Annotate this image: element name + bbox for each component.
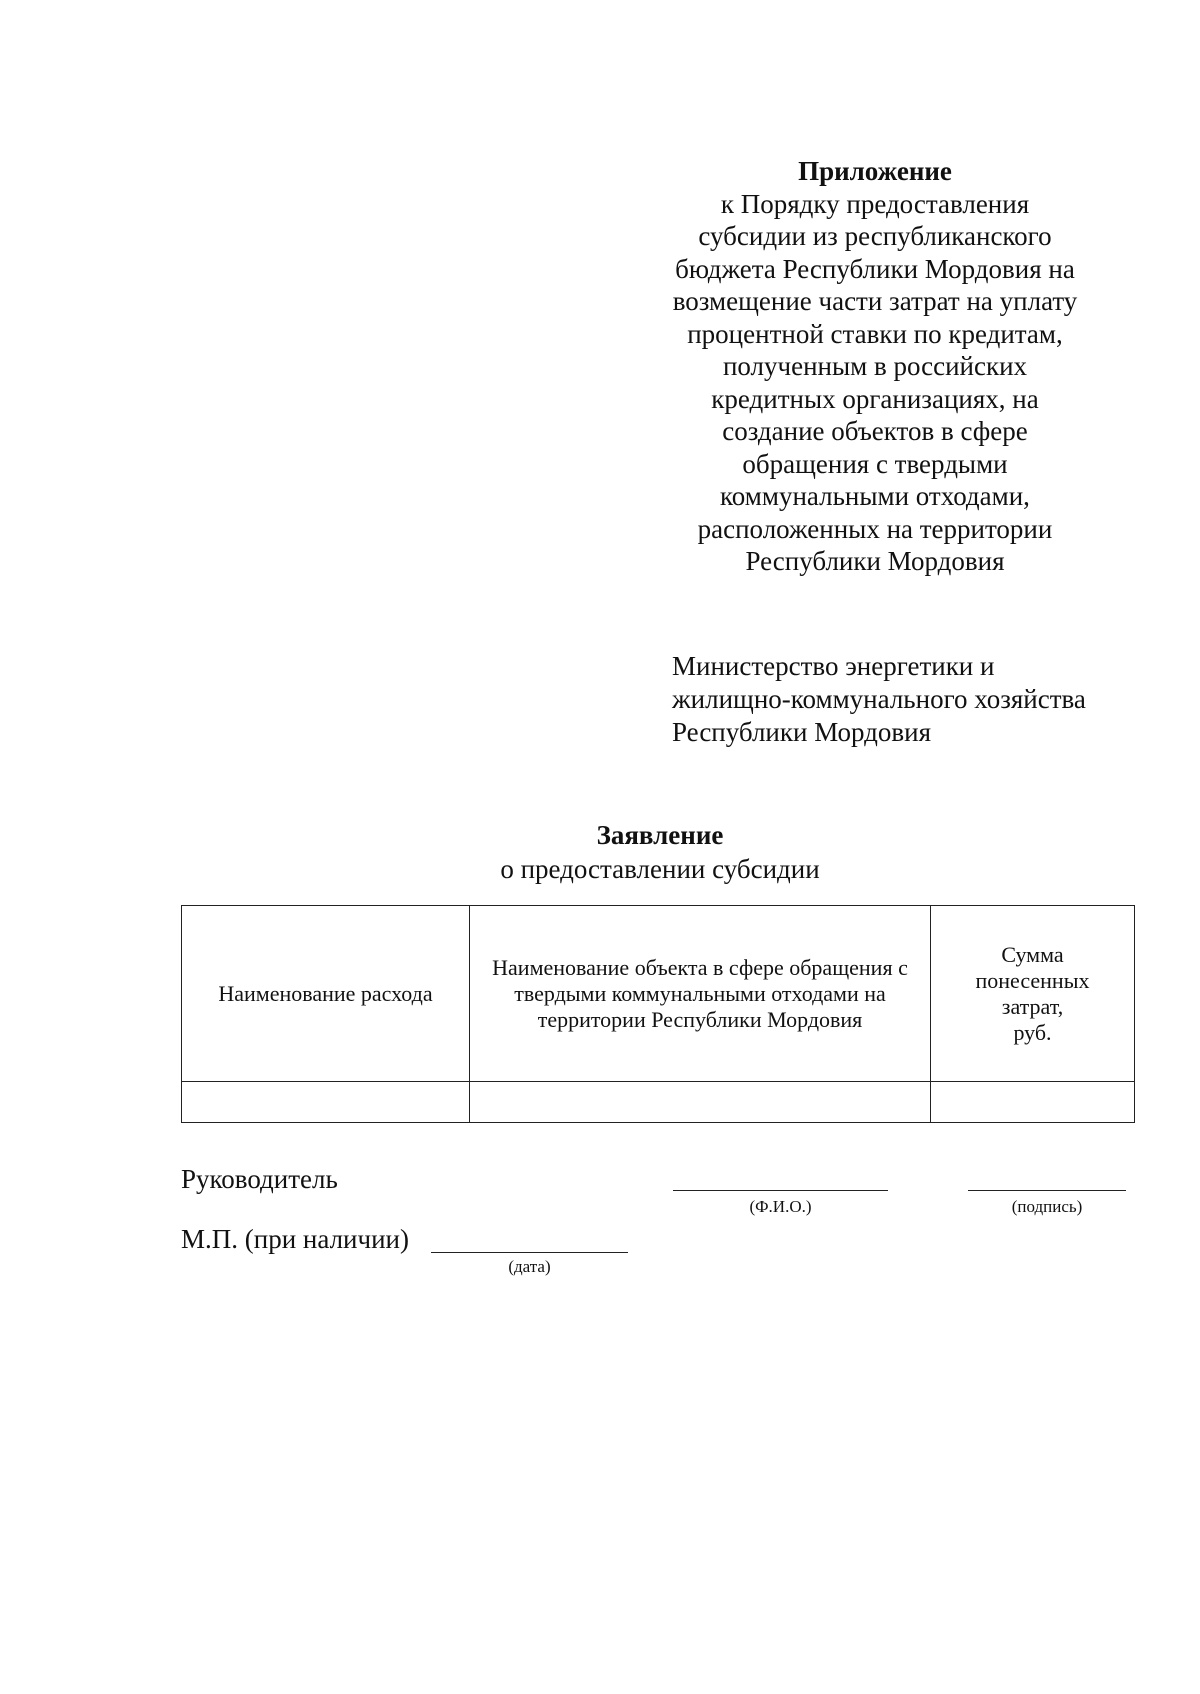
header-amount-line: понесенных — [975, 967, 1090, 993]
addressee-block — [672, 650, 1086, 749]
addressee-line: жилищно-коммунального хозяйства — [672, 684, 1086, 714]
addressee-line: Республики Мордовия — [672, 717, 932, 747]
date-line — [431, 1252, 628, 1253]
appendix-title: Приложение — [798, 156, 952, 186]
expense-table — [181, 905, 1135, 1123]
cell-object-name — [470, 1082, 931, 1123]
addressee-line: Министерство энергетики и — [672, 651, 995, 681]
appendix-line: процентной ставки по кредитам, — [687, 318, 1063, 349]
table-header-row — [182, 906, 1135, 1082]
header-expense-name: Наименование расхода — [182, 906, 470, 1082]
appendix-line: кредитных организациях, на — [711, 383, 1039, 414]
fio-line — [673, 1190, 888, 1191]
cell-amount — [931, 1082, 1135, 1123]
appendix-line: субсидии из республиканского — [698, 221, 1052, 251]
table-row — [182, 1082, 1135, 1123]
header-amount-line: Сумма — [1001, 941, 1064, 967]
header-object-name: Наименование объекта в сфере обращения с твердыми коммунальными отходами на территории Республики Мордовия — [470, 906, 931, 1082]
appendix-line: расположенных на территории — [697, 513, 1053, 544]
fio-caption: (Ф.И.О.) — [749, 1197, 812, 1216]
statement-title: Заявление — [596, 820, 724, 850]
appendix-line: коммунальными отходами, — [720, 481, 1030, 511]
statement-heading — [300, 818, 1020, 886]
statement-subtitle: о предоставлении субсидии — [500, 854, 820, 884]
appendix-line: полученным в российских — [722, 351, 1028, 381]
header-amount-line: затрат, — [1001, 993, 1064, 1019]
cell-expense-name — [182, 1082, 470, 1123]
head-label: Руководитель — [181, 1164, 338, 1194]
date-caption: (дата) — [508, 1257, 551, 1276]
stamp-label: М.П. (при наличии) — [181, 1224, 409, 1254]
appendix-block — [640, 155, 1110, 578]
appendix-line: обращения с твердыми — [742, 448, 1008, 479]
appendix-line: возмещение части затрат на уплату — [672, 286, 1078, 316]
header-amount — [931, 906, 1135, 1082]
signature-caption: (подпись) — [1011, 1197, 1083, 1216]
signature-line — [968, 1190, 1126, 1191]
header-amount-line: руб. — [1013, 1019, 1052, 1045]
appendix-line: бюджета Республики Мордовия на — [675, 253, 1075, 284]
appendix-line: Республики Мордовия — [745, 546, 1005, 576]
appendix-line: создание объектов в сфере — [722, 416, 1028, 446]
appendix-line: к Порядку предоставления — [720, 188, 1030, 219]
